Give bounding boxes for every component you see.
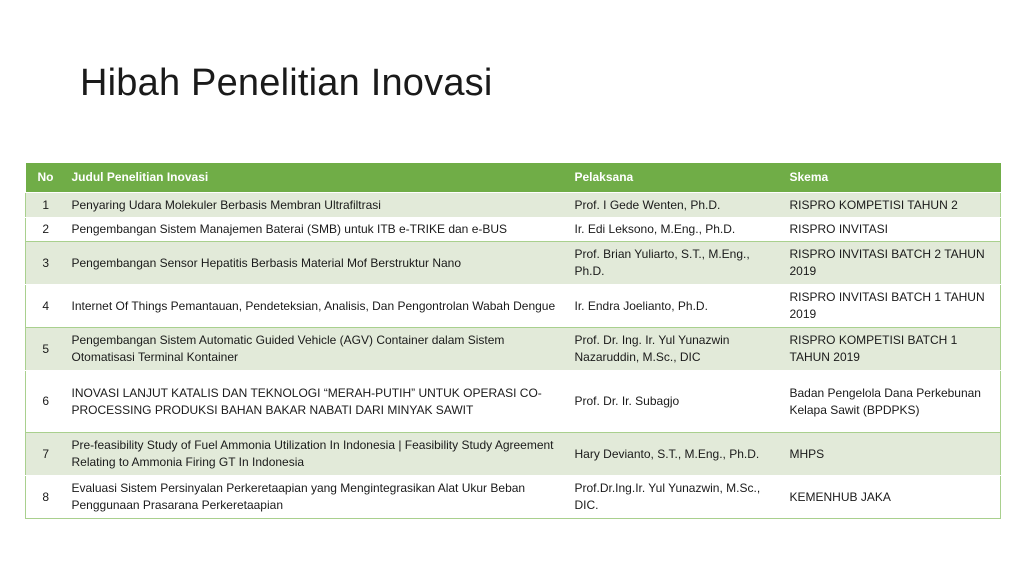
grant-table [25,163,1001,519]
scheme: RISPRO KOMPETISI TAHUN 2 [784,193,1001,218]
header-executor: Pelaksana [569,163,784,193]
research-title: Pengembangan Sensor Hepatitis Berbasis Material Mof Berstruktur Nano [66,242,569,285]
header-scheme: Skema [784,163,1001,193]
research-title: Pengembangan Sistem Manajemen Baterai (SMB) untuk ITB e-TRIKE dan e-BUS [66,218,569,242]
executor: Prof. Dr. Ir. Subagjo [569,371,784,433]
row-number: 5 [26,328,66,371]
executor: Ir. Edi Leksono, M.Eng., Ph.D. [569,218,784,242]
executor: Prof. I Gede Wenten, Ph.D. [569,193,784,218]
executor: Prof.Dr.Ing.Ir. Yul Yunazwin, M.Sc., DIC. [569,476,784,519]
scheme: RISPRO KOMPETISI BATCH 1 TAHUN 2019 [784,328,1001,371]
table-row [26,371,1001,433]
slide-title: Hibah Penelitian Inovasi [80,62,493,104]
research-title: Internet Of Things Pemantauan, Pendeteksian, Analisis, Dan Pengontrolan Wabah Dengue [66,285,569,328]
row-number: 4 [26,285,66,328]
scheme: KEMENHUB JAKA [784,476,1001,519]
executor: Ir. Endra Joelianto, Ph.D. [569,285,784,328]
scheme: Badan Pengelola Dana Perkebunan Kelapa Sawit (BPDPKS) [784,371,1001,433]
table-row [26,433,1001,476]
row-number: 6 [26,371,66,433]
research-title: Penyaring Udara Molekuler Berbasis Membran Ultrafiltrasi [66,193,569,218]
table-row [26,193,1001,218]
executor: Prof. Dr. Ing. Ir. Yul Yunazwin Nazaruddin, M.Sc., DIC [569,328,784,371]
row-number: 1 [26,193,66,218]
executor: Hary Devianto, S.T., M.Eng., Ph.D. [569,433,784,476]
table-row [26,476,1001,519]
research-title: Pengembangan Sistem Automatic Guided Vehicle (AGV) Container dalam Sistem Otomatisasi Terminal Kontainer [66,328,569,371]
row-number: 8 [26,476,66,519]
scheme: RISPRO INVITASI BATCH 1 TAHUN 2019 [784,285,1001,328]
research-title: Evaluasi Sistem Persinyalan Perkeretaapian yang Mengintegrasikan Alat Ukur Beban Penggunaan Prasarana Perkeretaapian [66,476,569,519]
table-row [26,328,1001,371]
row-number: 7 [26,433,66,476]
research-title: INOVASI LANJUT KATALIS DAN TEKNOLOGI “MERAH-PUTIH” UNTUK OPERASI CO-PROCESSING PRODUKSI BAHAN BAKAR NABATI DARI MINYAK SAWIT [66,371,569,433]
table-header-row [26,163,1001,193]
scheme: RISPRO INVITASI BATCH 2 TAHUN 2019 [784,242,1001,285]
research-title: Pre-feasibility Study of Fuel Ammonia Utilization In Indonesia | Feasibility Study Agreement Relating to Ammonia Firing GT In Indonesia [66,433,569,476]
row-number: 3 [26,242,66,285]
header-title: Judul Penelitian Inovasi [66,163,569,193]
table-row [26,218,1001,242]
scheme: RISPRO INVITASI [784,218,1001,242]
table-row [26,242,1001,285]
table-row [26,285,1001,328]
executor: Prof. Brian Yuliarto, S.T., M.Eng., Ph.D. [569,242,784,285]
header-no: No [26,163,66,193]
row-number: 2 [26,218,66,242]
scheme: MHPS [784,433,1001,476]
